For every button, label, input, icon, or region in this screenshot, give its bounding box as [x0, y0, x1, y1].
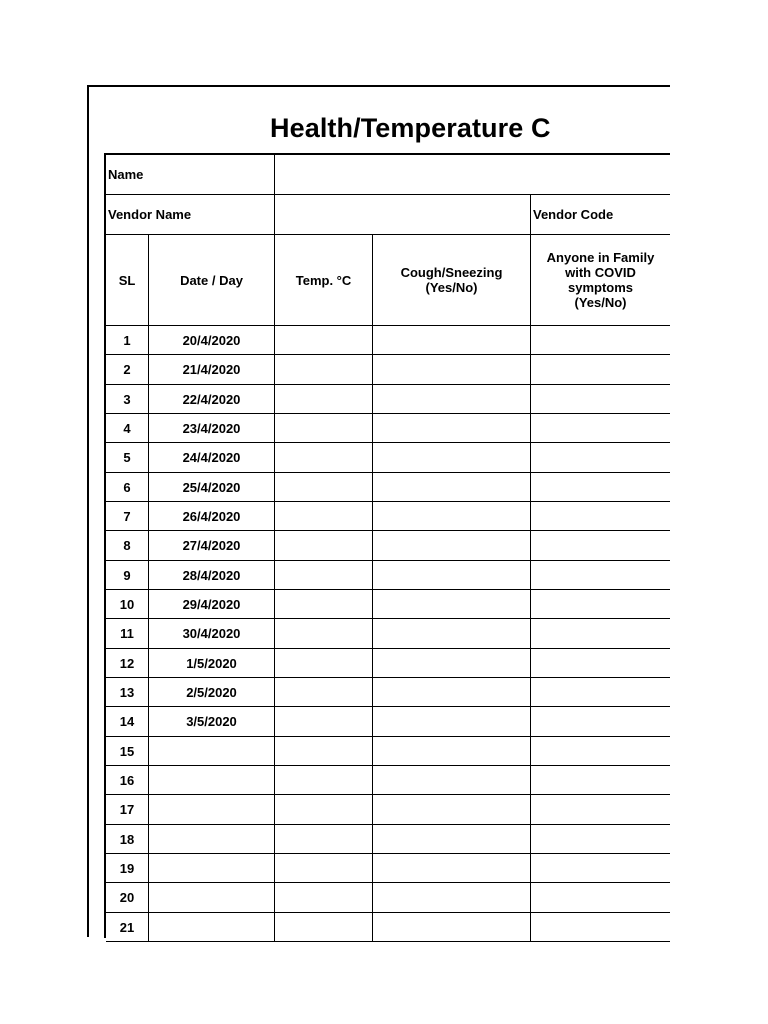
- cell-sl: 16: [106, 766, 149, 795]
- cell-sl: 18: [106, 825, 149, 854]
- cell-cough[interactable]: [373, 531, 531, 561]
- cell-date: 21/4/2020: [149, 355, 275, 385]
- cell-temp[interactable]: [275, 590, 373, 619]
- cell-cough[interactable]: [373, 883, 531, 913]
- cell-family-covid[interactable]: [531, 355, 670, 385]
- cell-temp[interactable]: [275, 678, 373, 707]
- cell-date: [149, 913, 275, 942]
- cell-cough[interactable]: [373, 502, 531, 531]
- cell-date: 3/5/2020: [149, 707, 275, 737]
- cell-date: 28/4/2020: [149, 561, 275, 590]
- cell-family-covid[interactable]: [531, 385, 670, 414]
- cell-date: [149, 795, 275, 825]
- cell-family-covid[interactable]: [531, 737, 670, 766]
- cell-cough[interactable]: [373, 795, 531, 825]
- name-field[interactable]: [275, 155, 670, 195]
- cell-sl: 3: [106, 385, 149, 414]
- cell-family-covid[interactable]: [531, 414, 670, 443]
- cell-temp[interactable]: [275, 707, 373, 737]
- cell-cough[interactable]: [373, 561, 531, 590]
- cell-sl: 4: [106, 414, 149, 443]
- cell-cough[interactable]: [373, 385, 531, 414]
- cell-sl: 5: [106, 443, 149, 473]
- cell-date: 22/4/2020: [149, 385, 275, 414]
- cell-temp[interactable]: [275, 443, 373, 473]
- cell-temp[interactable]: [275, 854, 373, 883]
- cell-cough[interactable]: [373, 443, 531, 473]
- cell-cough[interactable]: [373, 737, 531, 766]
- cell-cough[interactable]: [373, 619, 531, 649]
- cell-cough[interactable]: [373, 678, 531, 707]
- cell-sl: 6: [106, 473, 149, 502]
- cell-sl: 7: [106, 502, 149, 531]
- cell-sl: 12: [106, 649, 149, 678]
- cell-family-covid[interactable]: [531, 766, 670, 795]
- cell-sl: 15: [106, 737, 149, 766]
- cell-temp[interactable]: [275, 326, 373, 355]
- cell-date: 25/4/2020: [149, 473, 275, 502]
- cell-temp[interactable]: [275, 766, 373, 795]
- header-sl: SL: [106, 235, 149, 326]
- cell-sl: 8: [106, 531, 149, 561]
- name-label: Name: [106, 155, 275, 195]
- cell-cough[interactable]: [373, 707, 531, 737]
- cell-date: 24/4/2020: [149, 443, 275, 473]
- header-family-covid: Anyone in Family with COVID symptoms (Yes/No): [531, 235, 670, 326]
- cell-temp[interactable]: [275, 502, 373, 531]
- cell-cough[interactable]: [373, 649, 531, 678]
- cell-temp[interactable]: [275, 883, 373, 913]
- cell-temp[interactable]: [275, 414, 373, 443]
- cell-date: 23/4/2020: [149, 414, 275, 443]
- cell-cough[interactable]: [373, 473, 531, 502]
- cell-temp[interactable]: [275, 561, 373, 590]
- cell-family-covid[interactable]: [531, 649, 670, 678]
- cell-cough[interactable]: [373, 414, 531, 443]
- vendor-name-label: Vendor Name: [106, 195, 275, 235]
- cell-sl: 17: [106, 795, 149, 825]
- cell-cough[interactable]: [373, 766, 531, 795]
- cell-temp[interactable]: [275, 473, 373, 502]
- cell-cough[interactable]: [373, 355, 531, 385]
- cell-date: 27/4/2020: [149, 531, 275, 561]
- cell-family-covid[interactable]: [531, 590, 670, 619]
- cell-family-covid[interactable]: [531, 795, 670, 825]
- cell-temp[interactable]: [275, 619, 373, 649]
- cell-sl: 1: [106, 326, 149, 355]
- cell-family-covid[interactable]: [531, 531, 670, 561]
- cell-family-covid[interactable]: [531, 825, 670, 854]
- cell-family-covid[interactable]: [531, 502, 670, 531]
- cell-sl: 13: [106, 678, 149, 707]
- cell-date: 2/5/2020: [149, 678, 275, 707]
- cell-temp[interactable]: [275, 385, 373, 414]
- cell-sl: 11: [106, 619, 149, 649]
- cell-sl: 21: [106, 913, 149, 942]
- cell-family-covid[interactable]: [531, 707, 670, 737]
- cell-family-covid[interactable]: [531, 443, 670, 473]
- cell-temp[interactable]: [275, 913, 373, 942]
- cell-sl: 19: [106, 854, 149, 883]
- cell-sl: 9: [106, 561, 149, 590]
- cell-family-covid[interactable]: [531, 913, 670, 942]
- header-temp: Temp. °C: [275, 235, 373, 326]
- cell-sl: 14: [106, 707, 149, 737]
- vendor-code-label: Vendor Code: [531, 195, 670, 235]
- cell-temp[interactable]: [275, 531, 373, 561]
- cell-family-covid[interactable]: [531, 326, 670, 355]
- cell-family-covid[interactable]: [531, 561, 670, 590]
- cell-cough[interactable]: [373, 326, 531, 355]
- cell-family-covid[interactable]: [531, 619, 670, 649]
- cell-date: [149, 766, 275, 795]
- cell-date: 26/4/2020: [149, 502, 275, 531]
- cell-date: [149, 883, 275, 913]
- cell-cough[interactable]: [373, 854, 531, 883]
- cell-date: 29/4/2020: [149, 590, 275, 619]
- cell-cough[interactable]: [373, 913, 531, 942]
- cell-sl: 10: [106, 590, 149, 619]
- header-cough: Cough/Sneezing (Yes/No): [373, 235, 531, 326]
- cell-family-covid[interactable]: [531, 473, 670, 502]
- health-log-table: [104, 153, 670, 938]
- cell-family-covid[interactable]: [531, 883, 670, 913]
- cell-temp[interactable]: [275, 355, 373, 385]
- cell-date: [149, 825, 275, 854]
- cell-sl: 20: [106, 883, 149, 913]
- cell-temp[interactable]: [275, 649, 373, 678]
- cell-date: [149, 737, 275, 766]
- cell-family-covid[interactable]: [531, 678, 670, 707]
- cell-cough[interactable]: [373, 825, 531, 854]
- vendor-name-field[interactable]: [275, 195, 531, 235]
- cell-temp[interactable]: [275, 825, 373, 854]
- cell-family-covid[interactable]: [531, 854, 670, 883]
- cell-date: 1/5/2020: [149, 649, 275, 678]
- cell-cough[interactable]: [373, 590, 531, 619]
- cell-date: 30/4/2020: [149, 619, 275, 649]
- cell-date: 20/4/2020: [149, 326, 275, 355]
- cell-temp[interactable]: [275, 737, 373, 766]
- cell-date: [149, 854, 275, 883]
- page-title: Health/Temperature C: [270, 113, 551, 143]
- cell-sl: 2: [106, 355, 149, 385]
- cell-temp[interactable]: [275, 795, 373, 825]
- header-date: Date / Day: [149, 235, 275, 326]
